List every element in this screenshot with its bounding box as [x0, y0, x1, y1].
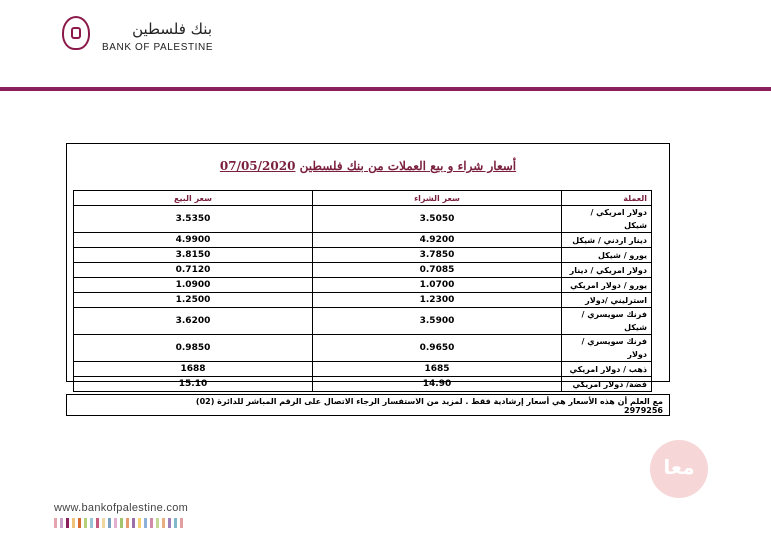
currency-cell: يورو / دولار امريكي — [562, 278, 652, 293]
buy-cell: 1685 — [313, 362, 562, 377]
header-sell: سعر البيع — [74, 191, 313, 206]
buy-cell: 4.9200 — [313, 233, 562, 248]
sell-cell: 0.9850 — [74, 335, 313, 362]
buy-cell: 3.5900 — [313, 308, 562, 335]
sell-cell: 3.5350 — [74, 206, 313, 233]
sell-cell: 3.8150 — [74, 248, 313, 263]
sell-cell: 4.9900 — [74, 233, 313, 248]
sell-cell: 15.10 — [74, 377, 313, 392]
table-row — [74, 206, 652, 233]
currency-cell: استرليني /دولار — [562, 293, 652, 308]
bank-logo — [62, 16, 212, 62]
table-row — [74, 278, 652, 293]
table-row — [74, 248, 652, 263]
sell-cell: 1.0900 — [74, 278, 313, 293]
header-buy: سعر الشراء — [313, 191, 562, 206]
header-divider — [0, 87, 771, 91]
currency-cell: ذهب / دولار امريكي — [562, 362, 652, 377]
footer-color-stripes — [54, 518, 183, 528]
maan-watermark-logo — [650, 440, 708, 498]
rates-title — [67, 159, 669, 173]
buy-cell: 1.2300 — [313, 293, 562, 308]
buy-cell: 14.90 — [313, 377, 562, 392]
currency-cell: دولار امريكي / دينار — [562, 263, 652, 278]
table-row — [74, 335, 652, 362]
table-row — [74, 308, 652, 335]
exchange-rates-table — [73, 190, 652, 392]
currency-cell: دينار اردني / شيكل — [562, 233, 652, 248]
currency-cell: دولار امريكي / شيكل — [562, 206, 652, 233]
sell-cell: 0.7120 — [74, 263, 313, 278]
disclaimer-note — [66, 394, 670, 416]
logo-english-name: BANK OF PALESTINE — [102, 42, 214, 53]
currency-cell: يورو / شيكل — [562, 248, 652, 263]
bank-emblem-icon — [62, 16, 90, 50]
sell-cell: 3.6200 — [74, 308, 313, 335]
table-row — [74, 377, 652, 392]
currency-cell: فرنك سويسري / شيكل — [562, 308, 652, 335]
sell-cell: 1688 — [74, 362, 313, 377]
buy-cell: 1.0700 — [313, 278, 562, 293]
currency-cell: فرنك سويسري / دولار — [562, 335, 652, 362]
watermark-text: معا — [663, 455, 695, 479]
table-row — [74, 293, 652, 308]
table-row — [74, 263, 652, 278]
table-header-row — [74, 191, 652, 206]
currency-cell: فضة/ دولار امريكي — [562, 377, 652, 392]
rates-title-date: 07/05/2020 — [219, 159, 296, 173]
footer-url: www.bankofpalestine.com — [54, 502, 189, 514]
header-currency: العملة — [562, 191, 652, 206]
disclaimer-text: مع العلم أن هذه الأسعار هي أسعار إرشادية فقط . لمزيد من الاستفسار الرجاء الاتصال على الرقم المباشر للدائرة (02) — [195, 397, 663, 406]
rates-title-text: أسعار شراء و بيع العملات من بنك فلسطين — [299, 159, 517, 173]
logo-arabic-name: بنك فلسطين — [132, 20, 212, 38]
sell-cell: 1.2500 — [74, 293, 313, 308]
buy-cell: 3.5050 — [313, 206, 562, 233]
disclaimer-phone: 2979256 — [624, 406, 663, 415]
buy-cell: 3.7850 — [313, 248, 562, 263]
buy-cell: 0.9650 — [313, 335, 562, 362]
rates-panel — [66, 143, 670, 389]
table-row — [74, 362, 652, 377]
buy-cell: 0.7085 — [313, 263, 562, 278]
table-row — [74, 233, 652, 248]
